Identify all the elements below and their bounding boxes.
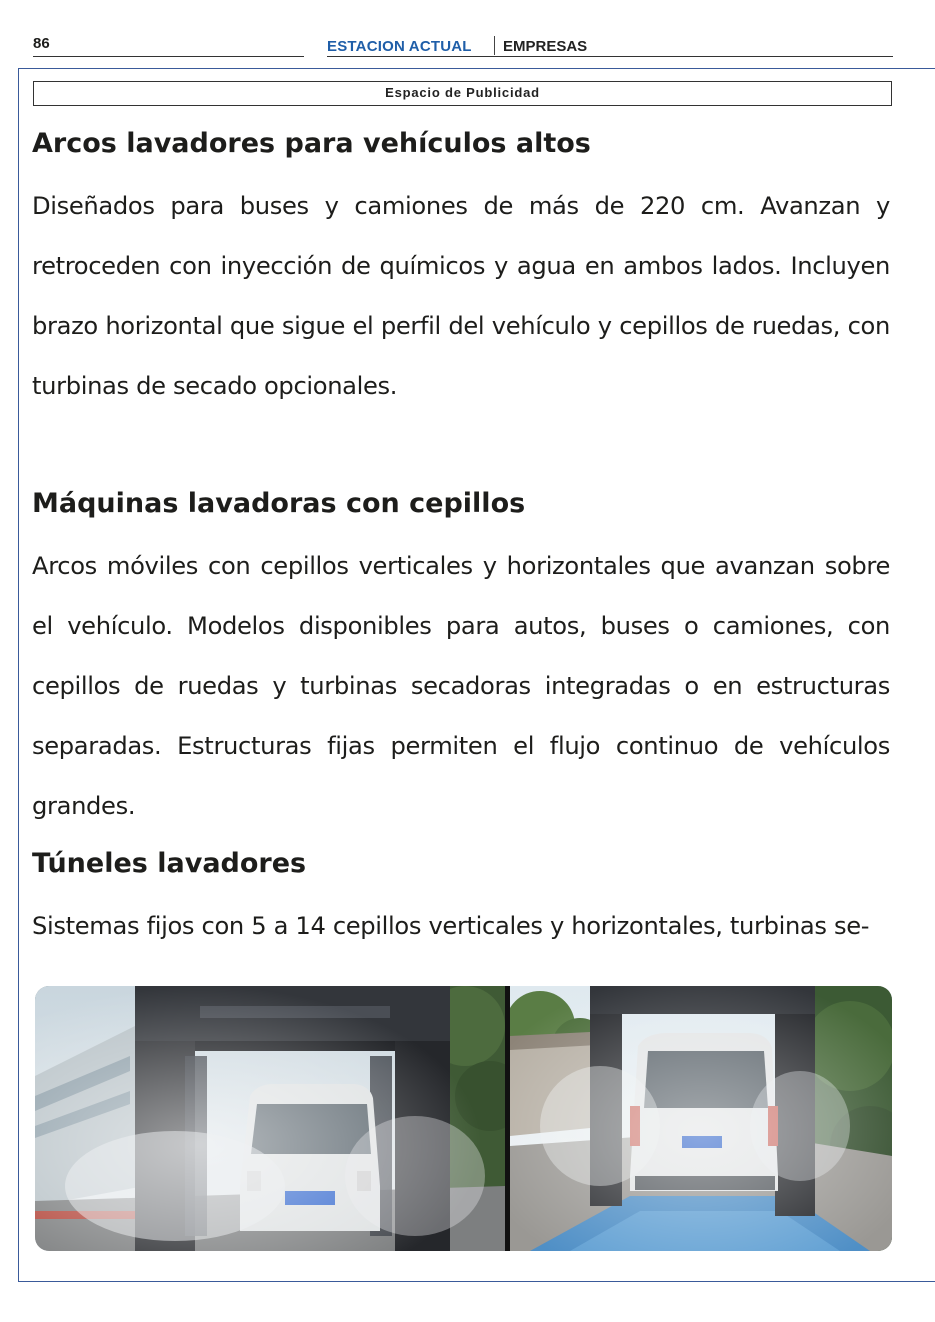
section-title-tuneles: Túneles lavadores (32, 848, 307, 879)
header-rule-right (327, 56, 893, 57)
section-body-arcos: Diseñados para buses y camiones de más de 220 cm. Avanzan y retroceden con inyección de químicos y agua en ambos lados. Incluyen brazo horizontal que sigue el perfil del vehículo y cepillos de ruedas, con turbinas de secado opcionales. (32, 192, 890, 400)
header-rule-left (33, 56, 304, 57)
section-body-tuneles: Sistemas fijos con 5 a 14 cepillos verticales y horizontales, turbinas se- (32, 912, 870, 940)
advertising-label: Espacio de Publicidad (33, 81, 892, 106)
car-wash-photos (35, 986, 892, 1251)
photo-tunnel-wash-rear (510, 986, 892, 1251)
header-separator (494, 36, 495, 55)
header-category: EMPRESAS (503, 38, 588, 55)
header-section-name: ESTACION ACTUAL (327, 38, 472, 55)
section-title-maquinas: Máquinas lavadoras con cepillos (32, 488, 526, 519)
page-number: 86 (33, 35, 50, 52)
photo-gantry-wash-front (35, 986, 505, 1251)
section-body-maquinas: Arcos móviles con cepillos verticales y horizontales que avanzan sobre el vehículo. Modelos disponibles para autos, buses o camiones, con cepillos de ruedas y turbinas secadoras integradas o en estructuras separadas. Estructuras fijas permiten el flujo continuo de vehículos grandes. (32, 552, 890, 820)
section-title-arcos: Arcos lavadores para vehículos altos (32, 128, 591, 159)
